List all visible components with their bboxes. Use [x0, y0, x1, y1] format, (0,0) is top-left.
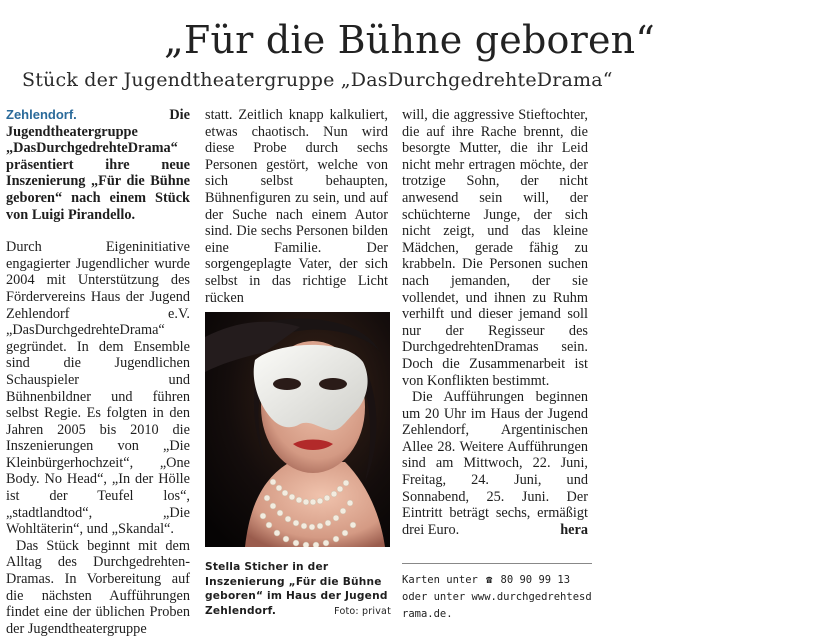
article-column-2 [205, 107, 388, 306]
subheadline: Stück der Jugendtheatergruppe „DasDurchgedrehteDrama“ [22, 69, 613, 91]
website-link[interactable]: www.durchgedrehtesdrama.de. [402, 591, 592, 620]
body-paragraph-2-start: Das Stück beginnt mit dem Alltag des Durchgedrehten-Dramas. In Vorbereitung auf die nächsten Aufführungen findet eine der üblichen Proben der Jugendtheatergruppe [6, 537, 190, 637]
body-paragraph-1: Durch Eigeninitiative engagierter Jugendlicher wurde 2004 mit Unterstützung des Fördervereins Haus der Jugend Zehlendorf e.V. „DasDurchgedrehteDrama“ gegründet. In dem Ensemble sind die Jugendlichen Schauspieler und Bühnenbildner und führen selbst Regie. Es folgten in den Jahren 2005 bis 2010 die Inszenierungen von „Die Kleinbürgerhochzeit“, „One Body. No Head“, „In der Hölle ist der Teufel los“, „stadtlandtod“, „Die Wohltäterin“, und „Skandal“. [6, 239, 190, 538]
article-photo [205, 312, 390, 547]
ticket-label: Karten unter [402, 574, 478, 586]
caption-text: Stella Sticher in der Inszenierung „Für die Bühne geboren“ im Haus der Jugend Zehlendorf. [205, 561, 388, 617]
photo-credit: Foto: privat [334, 605, 391, 617]
article-column-1 [6, 107, 190, 637]
paragraph-3-text: Die Aufführungen beginnen um 20 Uhr im Haus der Jugend Zehlendorf, Argentinischen Allee 28. Weitere Aufführungen sind am Mittwoch, 22. Juni, Freitag, 24. Juni, und Sonnabend, 25. Juni. Der Eintritt beträgt sechs, ermäßigt drei Euro. [402, 389, 588, 538]
dateline: Zehlendorf. [6, 107, 77, 122]
photo-caption [205, 560, 391, 619]
body-paragraph-2-continued: statt. Zeitlich knapp kalkuliert, etwas chaotisch. Nun wird diese Probe durch sechs Personen gestört, welche von sich selbst behaupten, Bühnenfiguren zu sein, und auf der Suche nach einem Autor sind. Die sechs Personen bilden eine Familie. Der sorgengeplagte Vater, der sich selbst in das richtige Licht rücken [205, 107, 388, 306]
phone-icon: ☎ [486, 574, 493, 586]
lead-text: Die Jugendtheatergruppe „DasDurchgedrehteDrama“ präsentiert ihre neue Inszenierung „Für die Bühne geboren“ nach einem Stück von Luigi Pirandello. [6, 107, 190, 223]
body-paragraph-2-end: will, die aggressive Stieftochter, die auf ihre Rache brennt, die besorgte Mutter, die ihr Leid nicht mehr ertragen möchte, der trotzige Sohn, der nicht anwesend sein will, der schüchterne Junge, der sich nicht zeigt, und das kleine Mädchen, gerade fähig zu krabbeln. Die Personen suchen nach jemanden, der sie vollendet, und ihnen zu Ruhm verhilft und dieser jemand soll nur der Regisseur des DurchgedrehtenDramas sein. Doch die Zusammenarbeit ist von Konflikten bestimmt. [402, 107, 588, 389]
body-paragraph-3 [402, 389, 588, 538]
author-signature: hera [560, 521, 588, 538]
web-prefix: oder unter [402, 591, 466, 603]
ticket-phone: 80 90 99 13 [500, 574, 571, 586]
actress-portrait-image [205, 312, 390, 547]
lead-paragraph [6, 107, 190, 223]
ticket-info-box [402, 563, 592, 623]
headline: „Für die Bühne geboren“ [164, 18, 655, 62]
article-column-3 [402, 107, 588, 538]
